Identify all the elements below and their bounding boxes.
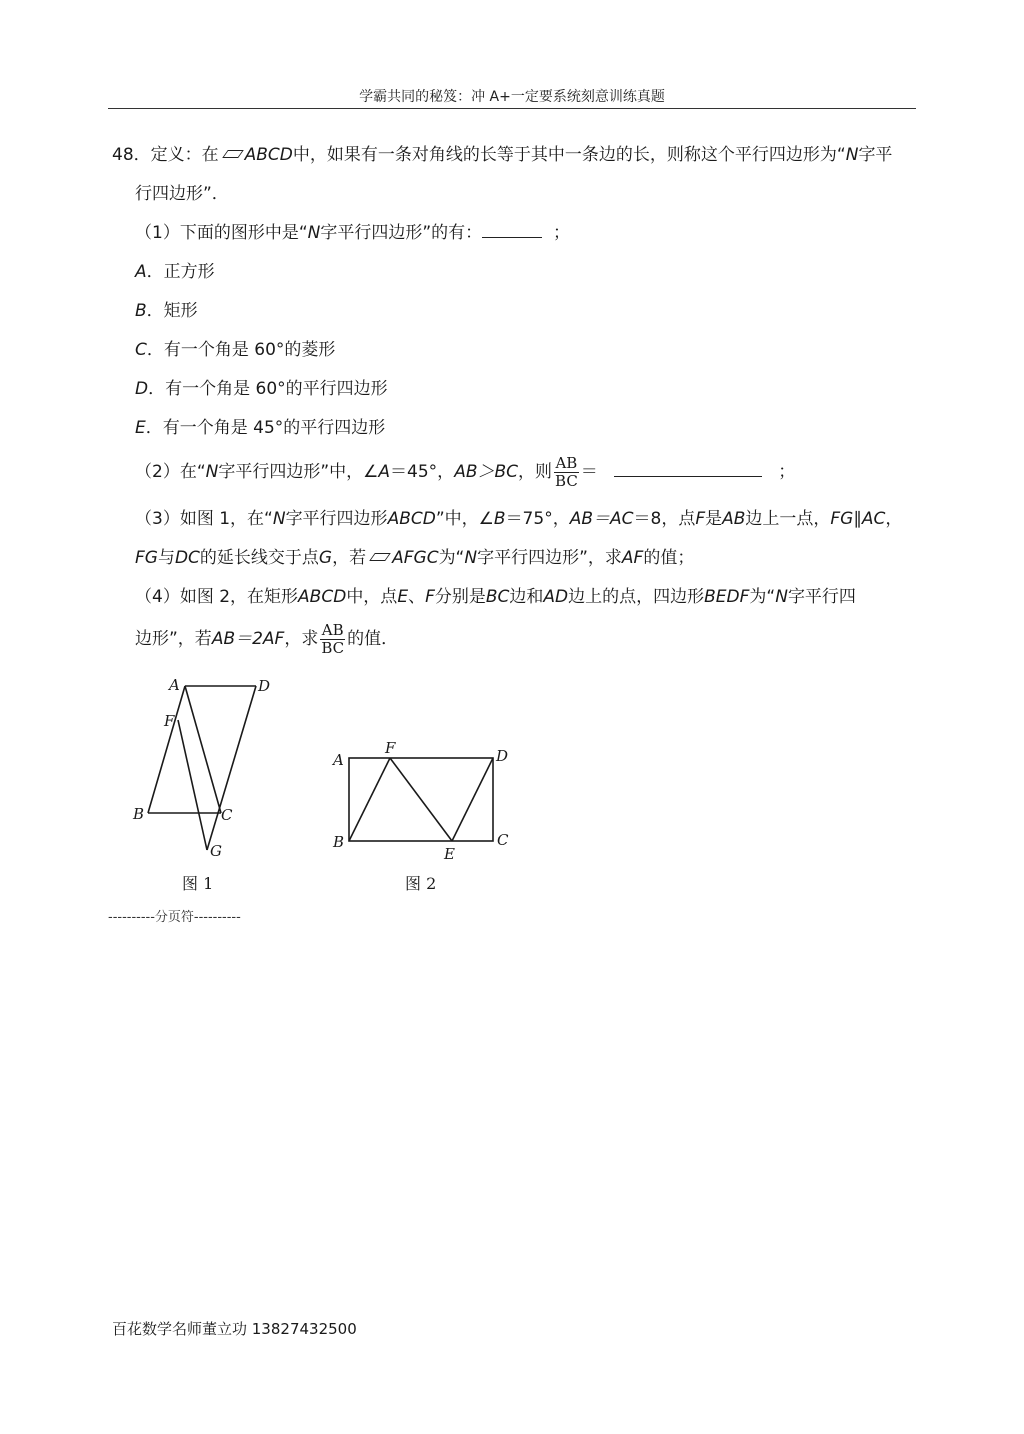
segment-fe <box>390 758 452 841</box>
option-e: E．有一个角是 45°的平行四边形 <box>135 418 386 438</box>
question-2: （2）在“N字平行四边形”中，∠A＝45°，AB＞BC，则 $\frac{AB}{BC}$ ＝ ； <box>135 453 796 490</box>
label-a: A <box>169 676 180 694</box>
option-b: B．矩形 <box>135 301 198 321</box>
answer-blank-1[interactable] <box>482 222 542 238</box>
label-d: D <box>496 747 509 765</box>
answer-blank-2[interactable] <box>614 461 762 477</box>
figure-1-caption: 图 1 <box>182 874 214 893</box>
page-footer: 百花数学名师董立功 13827432500 <box>112 1320 357 1338</box>
question-4-line-1: （4）如图 2，在矩形ABCD中，点E、F分别是BC边和AD边上的点，四边形BEDF为“N字平行四 <box>135 587 856 607</box>
definition-line-1: 48．定义：在 ABCD中，如果有一条对角线的长等于其中一条边的长，则称这个平行四边形为“N字平 <box>112 145 893 165</box>
label-a: A <box>333 751 344 769</box>
option-d: D．有一个角是 60°的平行四边形 <box>135 379 388 399</box>
figure-2-caption: 图 2 <box>405 874 437 893</box>
segment-fg <box>178 720 207 850</box>
question-3-line-1: （3）如图 1，在“N字平行四边形ABCD”中，∠B＝75°，AB＝AC＝8，点F是AB边上一点，FG∥AC， <box>135 509 903 529</box>
page-break-marker: ----------分页符---------- <box>108 910 241 925</box>
option-c: C．有一个角是 60°的菱形 <box>135 340 336 360</box>
question-4-line-2: 边形”，若AB＝2AF，求 $\frac{AB}{BC}$ 的值． <box>135 620 399 657</box>
figure-1 <box>125 670 295 865</box>
label-g: G <box>210 842 222 860</box>
segment-bf <box>349 758 390 841</box>
fraction-ab-bc: $\frac{AB}{BC}$ <box>321 620 345 657</box>
header-rule <box>108 108 916 109</box>
figure-2 <box>325 738 525 868</box>
definition-line-2: 行四边形”． <box>135 184 229 204</box>
label-c: C <box>497 831 509 849</box>
segment-ed <box>452 758 493 841</box>
question-1: （1）下面的图形中是“N字平行四边形”的有： ； <box>135 223 570 243</box>
segment-dc <box>207 686 256 850</box>
problem-number: 48 <box>112 145 134 165</box>
fraction-ab-bc: $\frac{AB}{BC}$ <box>555 453 578 490</box>
page-header: 学霸共同的秘笈：冲 A+一定要系统刻意训练真题 <box>359 89 665 105</box>
label-b: B <box>133 805 145 823</box>
label-e: E <box>444 845 455 863</box>
label-b: B <box>333 833 345 851</box>
question-3-line-2: FG与DC的延长线交于点G，若 AFGC为“N字平行四边形”，求AF的值； <box>135 548 695 568</box>
option-a: A．正方形 <box>135 262 215 282</box>
label-f: F <box>385 739 396 757</box>
label-d: D <box>258 677 271 695</box>
label-c: C <box>221 806 233 824</box>
label-f: F <box>164 712 175 730</box>
parallelogram-icon <box>369 553 391 561</box>
segment-ab <box>148 686 185 813</box>
parallelogram-icon <box>222 150 244 158</box>
segment-ac <box>185 686 221 813</box>
